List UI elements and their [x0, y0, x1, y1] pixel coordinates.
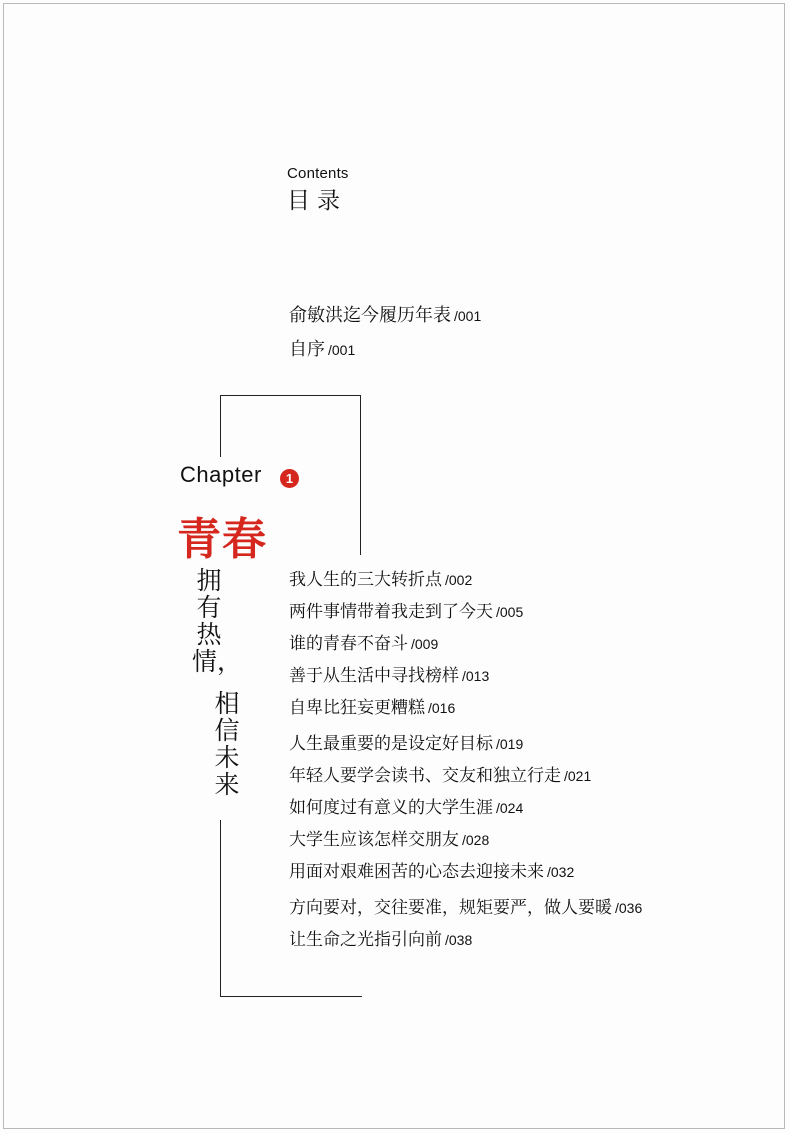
chapter-tagline-line1: 拥有热情， [192, 566, 243, 676]
toc-item[interactable] [289, 629, 438, 654]
chapter-label: Chapter [180, 462, 262, 487]
toc-item[interactable] [289, 893, 642, 918]
toc-item-title: 用面对艰难困苦的心态去迎接未来 [289, 862, 544, 882]
toc-item[interactable] [289, 761, 591, 786]
toc-item-page: /009 [411, 636, 439, 652]
toc-front-item-page: /001 [454, 308, 482, 324]
chapter-number-badge: 1 [280, 469, 299, 488]
toc-front-item-title: 俞敏洪迄今履历年表 [289, 305, 451, 326]
chapter-title: 青春 [177, 514, 267, 565]
toc-front-item-page: /001 [328, 342, 356, 358]
toc-item-title: 两件事情带着我走到了今天 [289, 602, 493, 622]
contents-heading-zh: 目录 [287, 188, 347, 214]
toc-item[interactable] [289, 793, 523, 818]
toc-item-title: 善于从生活中寻找榜样 [289, 666, 459, 686]
toc-item[interactable] [289, 661, 489, 686]
toc-item-page: /016 [428, 700, 456, 716]
toc-item[interactable] [289, 565, 472, 590]
toc-item-title: 如何度过有意义的大学生涯 [289, 798, 493, 818]
toc-item[interactable] [289, 857, 574, 882]
bracket-bottom-line [220, 996, 362, 997]
toc-item[interactable] [289, 925, 472, 950]
toc-item-page: /036 [615, 900, 643, 916]
toc-front-item-title: 自序 [289, 339, 325, 360]
toc-front-item[interactable] [289, 335, 355, 361]
toc-item-page: /005 [496, 604, 524, 620]
chapter-tagline-line2: 相信未来 [214, 689, 240, 799]
toc-item[interactable] [289, 597, 523, 622]
toc-item[interactable] [289, 729, 523, 754]
toc-item-page: /028 [462, 832, 490, 848]
toc-item-page: /013 [462, 668, 490, 684]
toc-item-title: 年轻人要学会读书、交友和独立行走 [289, 766, 561, 786]
toc-item-title: 自卑比狂妄更糟糕 [289, 698, 425, 718]
bracket-top-line [220, 395, 361, 396]
toc-item[interactable] [289, 825, 489, 850]
toc-item-title: 方向要对，交往要准，规矩要严，做人要暖 [289, 898, 612, 918]
bracket-left-lower-line [220, 820, 221, 996]
toc-item-title: 大学生应该怎样交朋友 [289, 830, 459, 850]
toc-item-page: /024 [496, 800, 524, 816]
bracket-right-line [360, 395, 361, 555]
toc-item-page: /038 [445, 932, 473, 948]
toc-item-page: /019 [496, 736, 524, 752]
toc-item-title: 让生命之光指引向前 [289, 930, 442, 950]
toc-front-item[interactable] [289, 301, 481, 327]
toc-item-title: 谁的青春不奋斗 [289, 634, 408, 654]
toc-item-page: /002 [445, 572, 473, 588]
toc-item-page: /032 [547, 864, 575, 880]
toc-item-title: 人生最重要的是设定好目标 [289, 734, 493, 754]
toc-item[interactable] [289, 693, 455, 718]
bracket-left-upper-line [220, 395, 221, 457]
contents-heading-en: Contents [287, 165, 349, 182]
toc-item-title: 我人生的三大转折点 [289, 570, 442, 590]
toc-item-page: /021 [564, 768, 592, 784]
